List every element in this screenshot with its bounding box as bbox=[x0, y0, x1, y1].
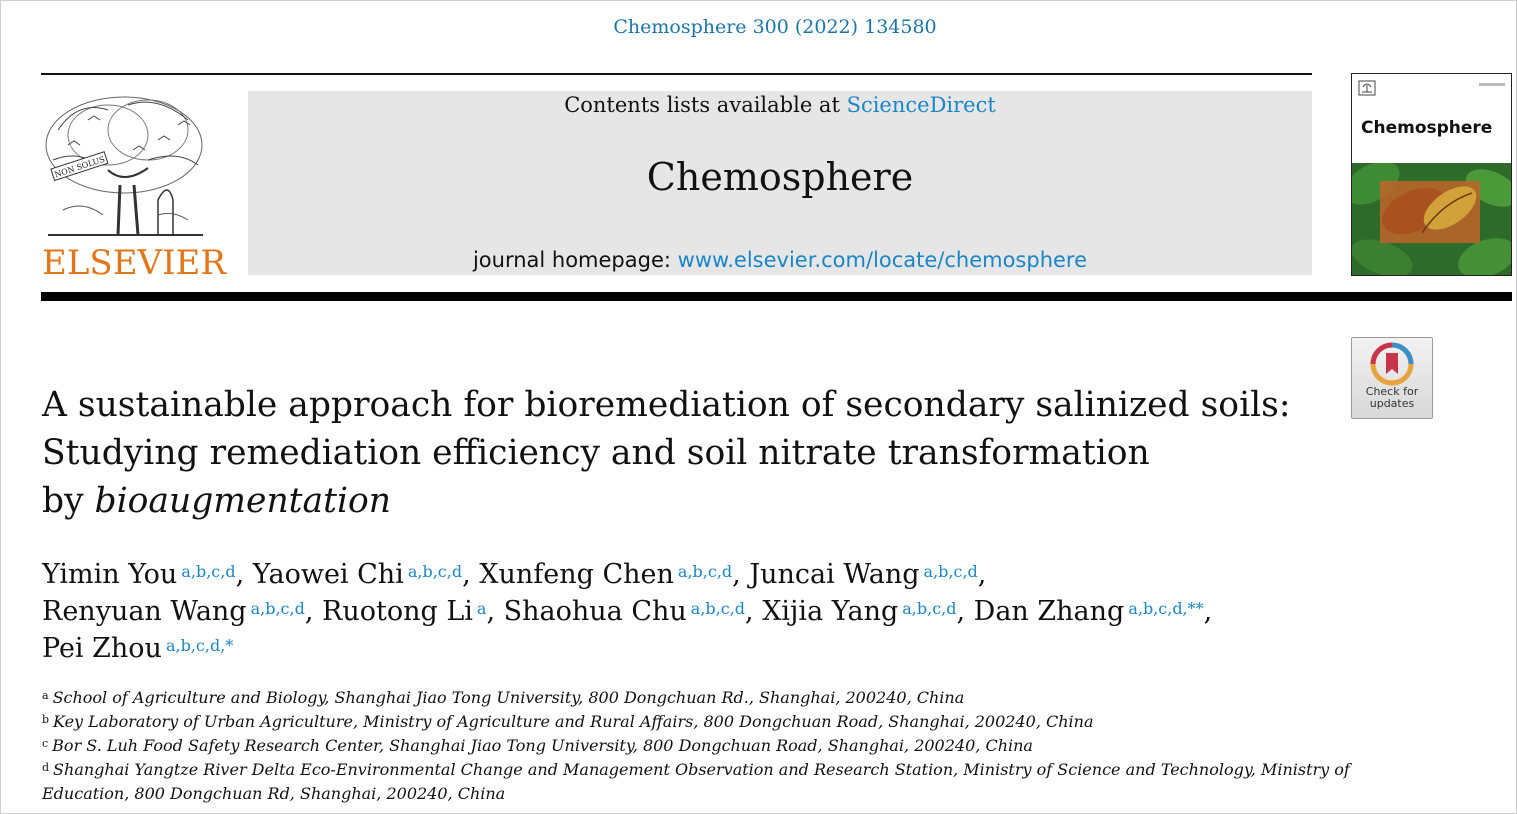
author-separator: , bbox=[745, 596, 763, 627]
affiliation-text: Key Laboratory of Urban Agriculture, Ministry of Agriculture and Rural Affairs, 800 Dongchuan Road, Shanghai, 200240, China bbox=[53, 712, 1094, 731]
author-row-1 bbox=[42, 556, 1342, 593]
elsevier-tree-icon bbox=[38, 90, 210, 240]
affiliation-item bbox=[42, 686, 1322, 710]
author-name[interactable]: Yimin You bbox=[42, 559, 178, 590]
journal-citation[interactable]: Chemosphere 300 (2022) 134580 bbox=[613, 16, 937, 38]
author-separator: , bbox=[732, 559, 750, 590]
author-row-3 bbox=[42, 630, 1342, 667]
affiliation-mark: d bbox=[42, 761, 50, 774]
contents-prefix: Contents lists available at bbox=[564, 93, 847, 117]
journal-cover[interactable] bbox=[1351, 73, 1512, 276]
affiliation-text: Bor S. Luh Food Safety Research Center, Shanghai Jiao Tong University, 800 Dongchuan Road, Shanghai, 200240, China bbox=[52, 736, 1033, 755]
author-affiliation-marks[interactable]: a,b,c,d,* bbox=[165, 636, 234, 655]
title-italic-word: bioaugmentation bbox=[94, 481, 391, 521]
journal-homepage-link[interactable]: www.elsevier.com/locate/chemosphere bbox=[677, 248, 1088, 272]
homepage-prefix: journal homepage: bbox=[472, 248, 678, 272]
author-name[interactable]: Renyuan Wang bbox=[42, 596, 247, 627]
author-separator: , bbox=[1203, 596, 1213, 627]
affiliation-continuation: Education, 800 Dongchuan Rd, Shanghai, 200240, China bbox=[42, 784, 506, 803]
contents-line bbox=[248, 93, 1312, 117]
author-affiliation-marks[interactable]: a,b,c,d bbox=[690, 599, 746, 618]
title-line-3 bbox=[42, 477, 1322, 525]
affiliation-list bbox=[42, 686, 1350, 806]
affiliation-item bbox=[42, 710, 1322, 734]
affiliation-mark: a bbox=[42, 689, 49, 702]
sciencedirect-link[interactable]: ScienceDirect bbox=[846, 93, 996, 117]
author-affiliation-marks[interactable]: a,b,c,d,** bbox=[1128, 599, 1204, 618]
title-line-2: Studying remediation efficiency and soil nitrate transformation bbox=[42, 433, 1150, 473]
affiliation-item bbox=[42, 734, 1322, 758]
journal-title: Chemosphere bbox=[646, 155, 914, 199]
author-name[interactable]: Juncai Wang bbox=[749, 559, 920, 590]
header-bottom-rule bbox=[41, 292, 1512, 301]
affiliation-item bbox=[42, 758, 1350, 782]
cover-elsevier-icon bbox=[1358, 80, 1376, 96]
author-name[interactable]: Xijia Yang bbox=[762, 596, 899, 627]
author-name[interactable]: Pei Zhou bbox=[42, 633, 162, 664]
cover-leaf-image bbox=[1352, 163, 1511, 275]
elsevier-wordmark: ELSEVIER bbox=[42, 243, 226, 283]
author-affiliation-marks[interactable]: a,b,c,d bbox=[677, 562, 733, 581]
author-affiliation-marks[interactable]: a,b,c,d bbox=[902, 599, 957, 618]
author-name[interactable]: Xunfeng Chen bbox=[479, 559, 674, 590]
homepage-line bbox=[248, 248, 1312, 272]
article-title bbox=[42, 381, 1322, 525]
journal-banner bbox=[248, 91, 1312, 275]
cover-title: Chemosphere bbox=[1361, 118, 1493, 138]
check-for-updates-label: Check for updates bbox=[1365, 385, 1419, 410]
author-name[interactable]: Shaohua Chu bbox=[503, 596, 687, 627]
affiliation-text: Shanghai Yangtze River Delta Eco-Environmental Change and Management Observation and Research Station, Ministry of Science and Technology, Ministry of bbox=[53, 760, 1350, 779]
check-for-updates-badge[interactable] bbox=[1351, 337, 1433, 419]
author-separator: , bbox=[956, 596, 974, 627]
author-row-2 bbox=[42, 593, 1342, 630]
author-separator: , bbox=[977, 559, 987, 590]
author-name[interactable]: Ruotong Li bbox=[322, 596, 473, 627]
affiliation-text: School of Agriculture and Biology, Shanghai Jiao Tong University, 800 Dongchuan Rd., Shanghai, 200240, China bbox=[52, 688, 965, 707]
header-top-rule bbox=[41, 73, 1312, 75]
logo-motto: NON SOLUS bbox=[53, 154, 106, 180]
author-separator: , bbox=[235, 559, 253, 590]
author-name[interactable]: Yaowei Chi bbox=[252, 559, 404, 590]
author-affiliation-marks[interactable]: a bbox=[476, 599, 487, 618]
title-last-prefix: by bbox=[42, 481, 95, 521]
author-affiliation-marks[interactable]: a,b,c,d bbox=[250, 599, 305, 618]
author-affiliation-marks[interactable]: a,b,c,d bbox=[181, 562, 236, 581]
affiliation-mark: b bbox=[42, 713, 50, 726]
author-name[interactable]: Dan Zhang bbox=[973, 596, 1125, 627]
author-separator: , bbox=[462, 559, 480, 590]
author-separator: , bbox=[304, 596, 323, 627]
author-list bbox=[42, 556, 1342, 667]
author-affiliation-marks[interactable]: a,b,c,d bbox=[923, 562, 978, 581]
author-separator: , bbox=[486, 596, 504, 627]
affiliation-mark: c bbox=[42, 737, 49, 750]
cover-issn-text bbox=[1479, 83, 1505, 86]
title-line-1: A sustainable approach for bioremediation of secondary salinized soils: bbox=[42, 385, 1291, 425]
author-affiliation-marks[interactable]: a,b,c,d bbox=[407, 562, 463, 581]
crossmark-icon bbox=[1352, 338, 1432, 386]
